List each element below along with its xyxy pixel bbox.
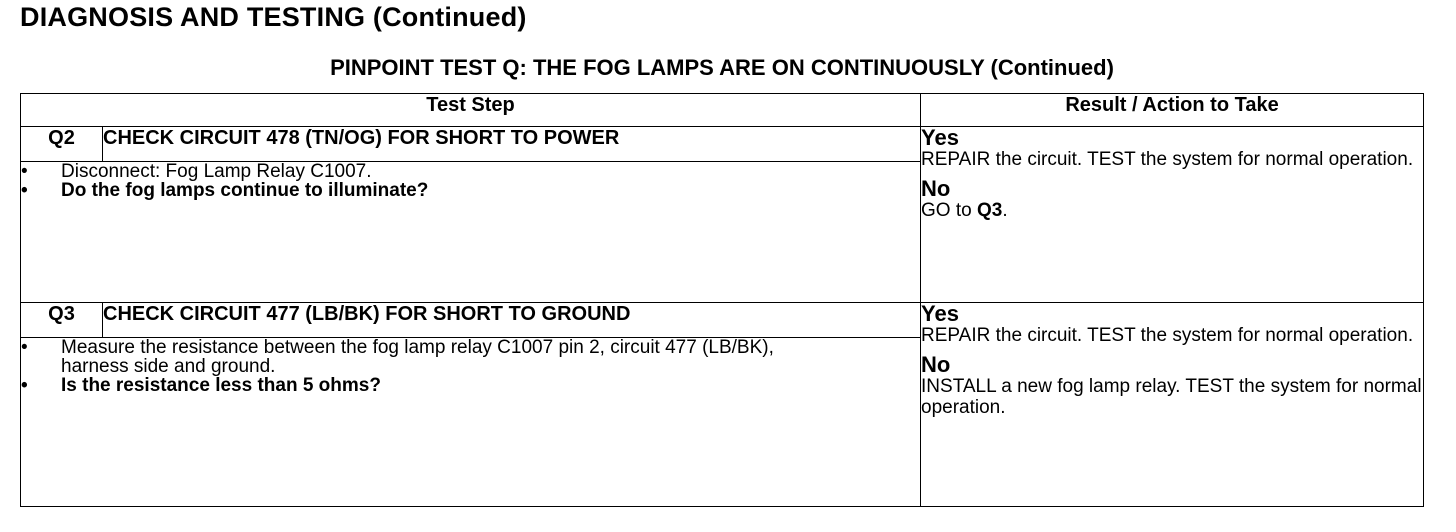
test-step-header: Test Step — [21, 94, 921, 127]
pinpoint-test-table — [20, 93, 1424, 507]
no-action — [921, 200, 1423, 221]
page-title: DIAGNOSIS AND TESTING (Continued) — [20, 2, 527, 32]
pinpoint-test-title: PINPOINT TEST Q: THE FOG LAMPS ARE ON CONTINUOUSLY (Continued) — [330, 55, 1114, 80]
step-title: CHECK CIRCUIT 477 (LB/BK) FOR SHORT TO GROUND — [103, 303, 921, 338]
table-header-row — [21, 94, 1424, 127]
step-title-row — [21, 127, 1424, 162]
step-question: • Do the fog lamps continue to illuminate? — [21, 181, 821, 200]
step-id: Q3 — [21, 303, 103, 338]
no-action-suffix: . — [1002, 200, 1008, 221]
step-title-row — [21, 303, 1424, 338]
yes-label: Yes — [921, 125, 959, 150]
step-id: Q2 — [21, 127, 103, 162]
step-result — [921, 303, 1424, 507]
no-action-step-ref: Q3 — [976, 200, 1003, 221]
step-instruction: • Disconnect: Fog Lamp Relay C1007. — [21, 162, 821, 181]
step-body — [21, 162, 921, 303]
step-instruction: • Measure the resistance between the fog lamp relay C1007 pin 2, circuit 477 (LB/BK), harness side and ground. — [21, 338, 821, 376]
step-bullet-list — [21, 338, 920, 395]
result-action-header: Result / Action to Take — [921, 94, 1424, 127]
no-label: No — [921, 176, 951, 201]
yes-action: REPAIR the circuit. TEST the system for normal operation. — [921, 149, 1414, 170]
step-result — [921, 127, 1424, 303]
yes-action: REPAIR the circuit. TEST the system for normal operation. — [921, 325, 1414, 346]
step-bullet-list — [21, 162, 920, 200]
step-title: CHECK CIRCUIT 478 (TN/OG) FOR SHORT TO POWER — [103, 127, 921, 162]
yes-label: Yes — [921, 301, 959, 326]
no-label: No — [921, 352, 951, 377]
step-body — [21, 338, 921, 507]
no-action-prefix: GO to — [921, 200, 977, 221]
no-action: INSTALL a new fog lamp relay. TEST the system for normal operation. — [921, 376, 1422, 418]
step-question: • Is the resistance less than 5 ohms? — [21, 376, 821, 395]
